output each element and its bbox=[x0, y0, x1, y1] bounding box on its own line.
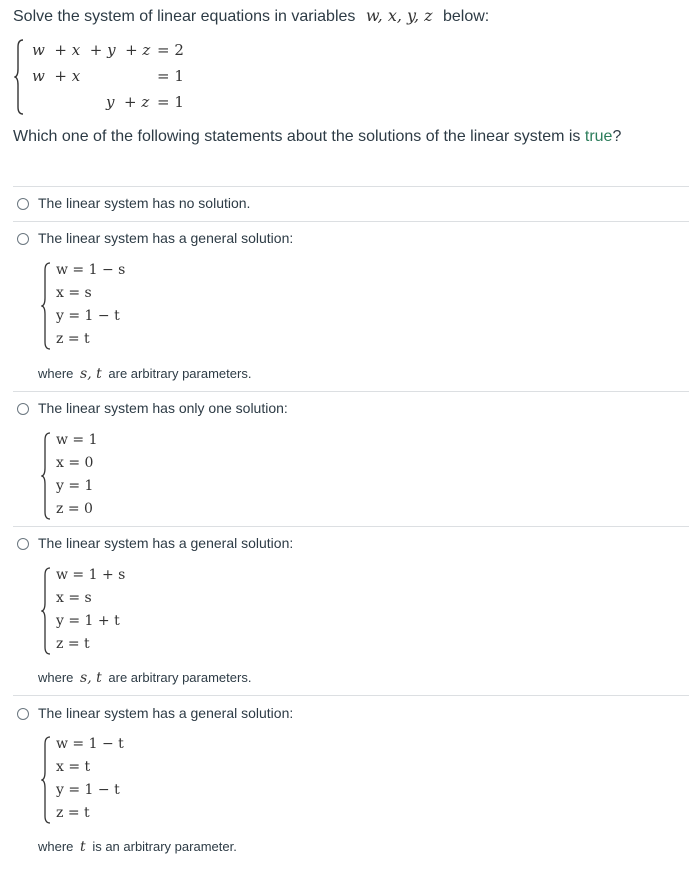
note-suffix: are arbitrary parameters. bbox=[108, 670, 252, 685]
solution-line: z = t bbox=[56, 636, 90, 652]
solution-line: w = 1 bbox=[56, 432, 98, 448]
option-4-note bbox=[38, 670, 251, 686]
option-5-solution bbox=[38, 736, 158, 824]
option-5-label[interactable]: The linear system has a general solution: bbox=[38, 705, 294, 721]
option-1-radio[interactable] bbox=[17, 198, 29, 210]
note-suffix: are arbitrary parameters. bbox=[108, 366, 252, 381]
equation-row-2: w + x bbox=[32, 67, 81, 85]
equation-1-rhs: = 2 bbox=[157, 41, 184, 59]
option-2-solution bbox=[38, 262, 158, 350]
solution-line: z = t bbox=[56, 331, 90, 347]
note-suffix: is an arbitrary parameter. bbox=[92, 839, 237, 854]
divider bbox=[13, 695, 689, 696]
equation-system bbox=[14, 39, 204, 115]
option-5-radio[interactable] bbox=[17, 708, 29, 720]
option-2-note bbox=[38, 366, 251, 382]
option-4-label[interactable]: The linear system has a general solution: bbox=[38, 535, 294, 551]
option-2-label[interactable]: The linear system has a general solution: bbox=[38, 230, 294, 246]
equation-3-rhs: = 1 bbox=[157, 93, 184, 111]
instruction-text: Which one of the following statements about the solutions of the linear system is bbox=[13, 128, 581, 145]
note-prefix: where bbox=[38, 670, 74, 685]
note-params: t bbox=[80, 839, 86, 855]
note-params: s, t bbox=[80, 366, 102, 382]
solution-line: x = s bbox=[56, 590, 92, 606]
prompt-suffix: below: bbox=[443, 8, 490, 25]
note-prefix: where bbox=[38, 366, 74, 381]
option-3-label[interactable]: The linear system has only one solution: bbox=[38, 400, 288, 416]
divider bbox=[13, 526, 689, 527]
option-3-solution bbox=[38, 432, 158, 520]
divider bbox=[13, 391, 689, 392]
variables-list: w, x, y, z bbox=[365, 6, 433, 25]
equation-row-3: y + z bbox=[106, 93, 150, 111]
option-5-note bbox=[38, 839, 237, 855]
prompt-text: Solve the system of linear equations in variables bbox=[13, 8, 356, 25]
left-brace-icon bbox=[14, 39, 24, 115]
solution-line: z = 0 bbox=[56, 501, 93, 517]
note-params: s, t bbox=[80, 670, 102, 686]
question-prompt bbox=[13, 6, 489, 26]
option-4-solution bbox=[38, 567, 158, 655]
left-brace-icon bbox=[41, 262, 51, 350]
option-3-radio[interactable] bbox=[17, 403, 29, 415]
option-4-radio[interactable] bbox=[17, 538, 29, 550]
solution-line: x = s bbox=[56, 285, 92, 301]
equation-row-1: w + x + y + z bbox=[32, 41, 151, 59]
left-brace-icon bbox=[41, 736, 51, 824]
divider bbox=[13, 186, 689, 187]
left-brace-icon bbox=[41, 432, 51, 520]
solution-line: y = 1 − t bbox=[56, 308, 120, 324]
divider bbox=[13, 221, 689, 222]
solution-line: w = 1 − s bbox=[56, 262, 126, 278]
question-instruction bbox=[13, 128, 621, 146]
equation-2-rhs: = 1 bbox=[157, 67, 184, 85]
solution-line: z = t bbox=[56, 805, 90, 821]
solution-line: y = 1 − t bbox=[56, 782, 120, 798]
solution-line: w = 1 − t bbox=[56, 736, 124, 752]
left-brace-icon bbox=[41, 567, 51, 655]
note-prefix: where bbox=[38, 839, 74, 854]
solution-line: w = 1 + s bbox=[56, 567, 126, 583]
solution-line: y = 1 + t bbox=[56, 613, 120, 629]
solution-line: x = t bbox=[56, 759, 91, 775]
solution-line: y = 1 bbox=[56, 478, 94, 494]
instruction-suffix: ? bbox=[612, 128, 622, 145]
solution-line: x = 0 bbox=[56, 455, 94, 471]
option-2-radio[interactable] bbox=[17, 233, 29, 245]
instruction-accent: true bbox=[584, 128, 613, 145]
option-1-label[interactable]: The linear system has no solution. bbox=[38, 195, 251, 211]
